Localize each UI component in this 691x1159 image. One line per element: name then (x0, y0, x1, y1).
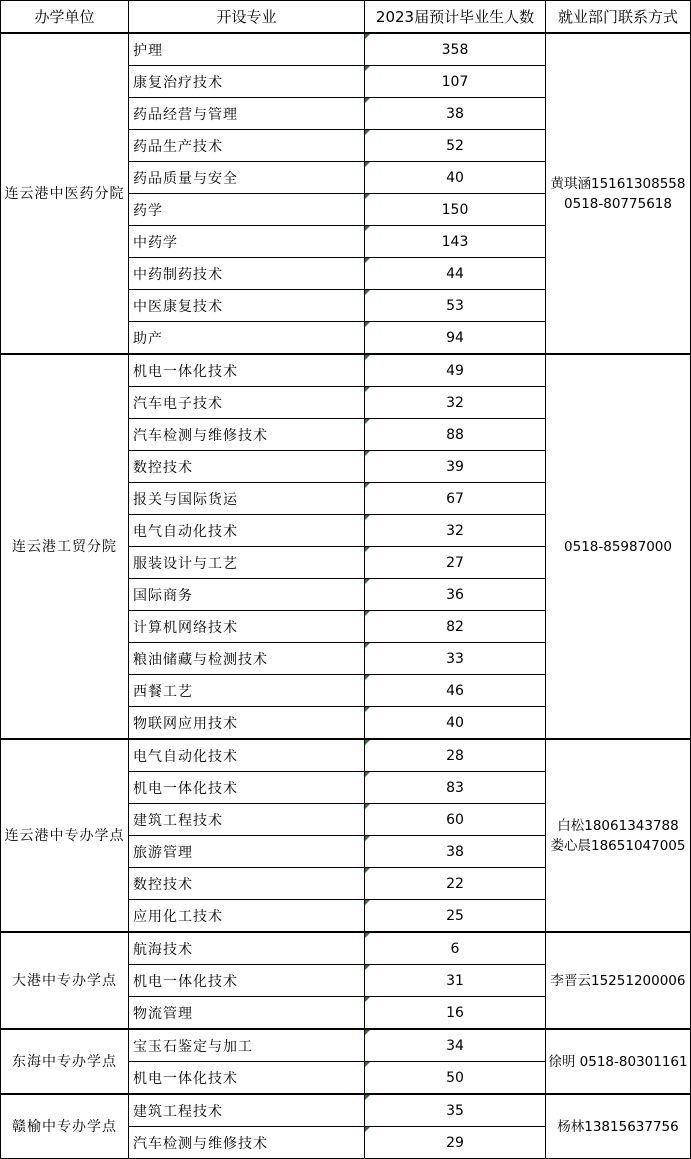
table-row (1, 932, 691, 965)
count-cell: 143 (365, 226, 546, 258)
count-cell: 38 (365, 836, 546, 868)
major-cell: 建筑工程技术 (129, 804, 365, 836)
count-cell: 39 (365, 451, 546, 483)
count-cell: 83 (365, 772, 546, 804)
major-cell: 中医康复技术 (129, 290, 365, 322)
count-cell: 38 (365, 98, 546, 130)
unit-cell: 东海中专办学点 (1, 1029, 129, 1094)
count-cell: 34 (365, 1029, 546, 1062)
count-cell: 27 (365, 547, 546, 579)
unit-cell: 连云港中专办学点 (1, 739, 129, 932)
count-cell: 22 (365, 868, 546, 900)
unit-cell: 大港中专办学点 (1, 932, 129, 1029)
major-cell: 物联网应用技术 (129, 707, 365, 740)
contact-line: 黄琪涵15161308558 (550, 175, 686, 192)
contact-cell (546, 932, 691, 1029)
contact-cell (546, 1029, 691, 1094)
count-cell: 28 (365, 739, 546, 772)
contact-cell (546, 33, 691, 354)
count-cell: 6 (365, 932, 546, 965)
major-cell: 康复治疗技术 (129, 66, 365, 98)
count-cell: 44 (365, 258, 546, 290)
count-cell: 29 (365, 1127, 546, 1159)
unit-cell: 连云港工贸分院 (1, 354, 129, 739)
header-row (1, 1, 691, 34)
contact-cell (546, 739, 691, 932)
count-cell: 35 (365, 1094, 546, 1127)
header-contact: 就业部门联系方式 (546, 1, 691, 34)
count-cell: 36 (365, 579, 546, 611)
count-cell: 60 (365, 804, 546, 836)
count-cell: 49 (365, 354, 546, 387)
header-major: 开设专业 (129, 1, 365, 34)
count-cell: 31 (365, 965, 546, 997)
count-cell: 358 (365, 33, 546, 66)
count-cell: 94 (365, 322, 546, 355)
count-cell: 40 (365, 162, 546, 194)
major-cell: 粮油储藏与检测技术 (129, 643, 365, 675)
major-cell: 西餐工艺 (129, 675, 365, 707)
header-count: 2023届预计毕业生人数 (365, 1, 546, 34)
major-cell: 汽车检测与维修技术 (129, 419, 365, 451)
header-unit: 办学单位 (1, 1, 129, 34)
table-body (1, 33, 691, 1159)
count-cell: 53 (365, 290, 546, 322)
major-cell: 机电一体化技术 (129, 354, 365, 387)
table-row (1, 354, 691, 387)
count-cell: 32 (365, 515, 546, 547)
contact-line: 李晋云15251200006 (550, 972, 686, 989)
major-cell: 汽车电子技术 (129, 387, 365, 419)
major-cell: 宝玉石鉴定与加工 (129, 1029, 365, 1062)
contact-line: 徐明 0518-80301161 (548, 1053, 688, 1070)
major-cell: 护理 (129, 33, 365, 66)
major-cell: 应用化工技术 (129, 900, 365, 933)
major-cell: 服装设计与工艺 (129, 547, 365, 579)
major-cell: 航海技术 (129, 932, 365, 965)
count-cell: 33 (365, 643, 546, 675)
contact-line: 娄心晨18651047005 (550, 837, 686, 854)
count-cell: 88 (365, 419, 546, 451)
major-cell: 物流管理 (129, 997, 365, 1030)
contact-line: 0518-80775618 (564, 195, 672, 212)
major-cell: 药学 (129, 194, 365, 226)
major-cell: 药品经营与管理 (129, 98, 365, 130)
contact-cell (546, 354, 691, 739)
major-cell: 报关与国际货运 (129, 483, 365, 515)
major-cell: 电气自动化技术 (129, 739, 365, 772)
table-row (1, 1094, 691, 1127)
unit-cell: 赣榆中专办学点 (1, 1094, 129, 1159)
major-cell: 建筑工程技术 (129, 1094, 365, 1127)
count-cell: 52 (365, 130, 546, 162)
count-cell: 82 (365, 611, 546, 643)
count-cell: 32 (365, 387, 546, 419)
major-cell: 中药制药技术 (129, 258, 365, 290)
contact-cell (546, 1094, 691, 1159)
count-cell: 67 (365, 483, 546, 515)
major-cell: 机电一体化技术 (129, 1062, 365, 1095)
count-cell: 150 (365, 194, 546, 226)
count-cell: 16 (365, 997, 546, 1030)
major-cell: 国际商务 (129, 579, 365, 611)
major-cell: 机电一体化技术 (129, 772, 365, 804)
count-cell: 46 (365, 675, 546, 707)
major-cell: 机电一体化技术 (129, 965, 365, 997)
major-cell: 汽车检测与维修技术 (129, 1127, 365, 1159)
count-cell: 40 (365, 707, 546, 740)
contact-line: 杨林13815637756 (557, 1118, 679, 1135)
contact-line: 0518-85987000 (564, 538, 672, 555)
major-cell: 药品生产技术 (129, 130, 365, 162)
table-row (1, 739, 691, 772)
major-cell: 计算机网络技术 (129, 611, 365, 643)
major-cell: 旅游管理 (129, 836, 365, 868)
count-cell: 25 (365, 900, 546, 933)
major-cell: 中药学 (129, 226, 365, 258)
table-row (1, 33, 691, 66)
table-row (1, 1029, 691, 1062)
count-cell: 50 (365, 1062, 546, 1095)
contact-line: 白松18061343788 (557, 817, 679, 834)
major-cell: 数控技术 (129, 868, 365, 900)
major-cell: 药品质量与安全 (129, 162, 365, 194)
unit-cell: 连云港中医药分院 (1, 33, 129, 354)
major-cell: 助产 (129, 322, 365, 355)
count-cell: 107 (365, 66, 546, 98)
major-cell: 数控技术 (129, 451, 365, 483)
major-cell: 电气自动化技术 (129, 515, 365, 547)
